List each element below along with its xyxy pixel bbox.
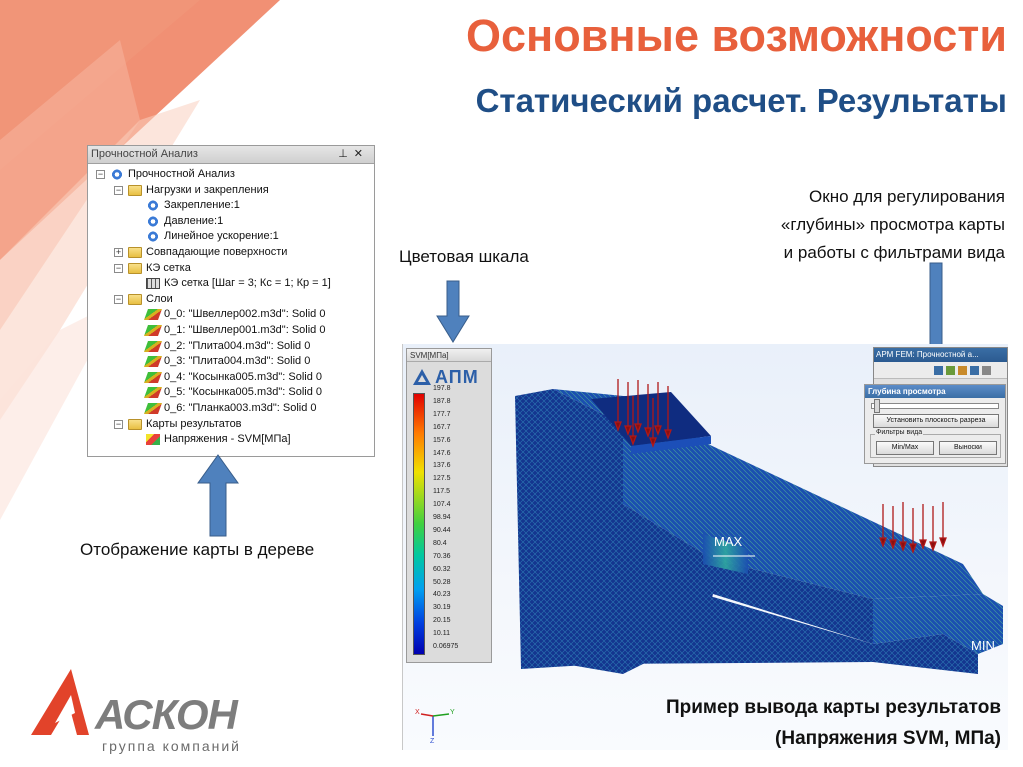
minmax-button[interactable]: Min/Max	[876, 441, 934, 455]
scale-tick-label: 80.4	[433, 539, 447, 547]
tree-item-label: Слои	[146, 292, 173, 305]
color-scale-panel	[406, 348, 492, 663]
scale-tick-label: 167.7	[433, 423, 451, 431]
collapse-icon[interactable]: −	[97, 169, 104, 179]
tree-panel-title: Прочностной Анализ	[91, 148, 198, 160]
scale-tick-label: 137.6	[433, 462, 451, 470]
tree-item[interactable]	[88, 198, 374, 214]
folder-icon	[128, 419, 142, 430]
min-label: MIN	[971, 638, 995, 653]
scale-tick-label: 147.6	[433, 449, 451, 457]
example-caption-line-1: Пример вывода карты результатов	[665, 697, 1001, 718]
tree-item[interactable]	[88, 214, 374, 230]
folder-icon	[128, 185, 142, 196]
tree-item[interactable]	[88, 292, 374, 308]
tree-item-label: КЭ сетка [Шаг = 3; Кс = 1; Кр = 1]	[164, 277, 331, 290]
scale-tick-label: 157.6	[433, 436, 451, 444]
tree-item[interactable]	[88, 183, 374, 199]
tree-item[interactable]	[88, 417, 374, 433]
tree-panel-buttons	[338, 146, 369, 163]
collapse-icon[interactable]: −	[115, 293, 122, 304]
tree-item-label: 0_2: "Плита004.m3d": Solid 0	[164, 339, 311, 352]
ascon-logo-subtitle: группа компаний	[102, 738, 242, 754]
tree-item-label: 0_1: "Швеллер001.m3d": Solid 0	[164, 323, 326, 336]
scale-tick-label: 197.8	[433, 385, 451, 392]
expand-icon[interactable]: +	[115, 246, 122, 257]
ascon-logo-wordmark: АСКОН	[95, 691, 237, 738]
arrow-down-to-scale	[435, 280, 471, 344]
tree-item-label: Совпадающие поверхности	[146, 245, 288, 258]
tree-item-label: Линейное ускорение:1	[164, 230, 279, 243]
tree-item-label: Карты результатов	[146, 417, 242, 430]
folder-icon	[128, 294, 142, 305]
scale-tick-label: 40.23	[433, 591, 451, 599]
scale-tick-label: 60.32	[433, 565, 451, 573]
outliers-button[interactable]: Выноски	[939, 441, 997, 455]
depth-view-window	[868, 347, 1008, 467]
scale-tick-label: 70.36	[433, 552, 451, 560]
tree-item-label: Закрепление:1	[164, 199, 240, 212]
tree-item-label: Нагрузки и закрепления	[146, 183, 269, 196]
pin-icon[interactable]: ⊥	[338, 148, 354, 160]
caption-color-scale: Цветовая шкала	[399, 247, 529, 266]
axis-y-label: Y	[450, 709, 455, 716]
close-icon[interactable]: ✕	[353, 148, 369, 160]
layer-icon	[144, 325, 162, 336]
tree-item[interactable]	[88, 261, 374, 277]
scale-tick-label: 187.8	[433, 397, 451, 405]
tree-item[interactable]	[88, 229, 374, 245]
scale-tick-label: 177.7	[433, 410, 451, 418]
tree-item[interactable]	[88, 370, 374, 386]
arrow-up-to-tree	[196, 453, 240, 538]
scale-tick-label: 107.4	[433, 501, 451, 509]
fixture-icon	[146, 200, 160, 211]
toolbar-icons	[874, 362, 1009, 379]
set-section-plane-button[interactable]: Установить плоскость разреза	[873, 414, 999, 428]
tree-item-label: Давление:1	[164, 214, 224, 227]
folder-icon	[128, 247, 142, 258]
max-label: MAX	[714, 534, 743, 549]
scale-tick-label: 117.5	[433, 488, 450, 496]
tree-panel-header	[88, 146, 374, 164]
scale-tick-label: 90.44	[433, 526, 451, 534]
caption-depth-line-2: «глубины» просмотра карты	[780, 215, 1005, 234]
tree-item[interactable]	[88, 167, 374, 183]
tree-item[interactable]	[88, 276, 374, 292]
layer-icon	[144, 356, 162, 367]
pressure-icon	[146, 216, 160, 227]
tree-item-label: КЭ сетка	[146, 261, 191, 274]
tree-item-label: 0_3: "Плита004.m3d": Solid 0	[164, 355, 311, 368]
scale-tick-label: 98.94	[433, 514, 451, 521]
tree-item-label: 0_6: "Планка003.m3d": Solid 0	[164, 401, 317, 414]
tree-item[interactable]	[88, 432, 374, 448]
depth-slider-thumb[interactable]	[874, 399, 880, 413]
tree-item-label: Напряжения - SVM[МПа]	[164, 433, 291, 446]
layer-icon	[144, 309, 162, 320]
color-scale-title: SVM[МПа]	[407, 349, 491, 362]
page-title: Основные возможности	[465, 10, 1007, 61]
tree-item[interactable]	[88, 354, 374, 370]
strength-analysis-tree-panel	[87, 145, 375, 457]
depth-window-toolbar	[874, 362, 1007, 379]
apm-logo-text: АПМ	[435, 367, 479, 387]
layer-icon	[144, 403, 162, 414]
caption-depth-window	[781, 183, 1005, 267]
color-gradient-bar	[413, 393, 425, 655]
tree-item[interactable]	[88, 385, 374, 401]
example-caption-line-2: (Напряжения SVM, МПа)	[775, 728, 1001, 749]
result-map-icon	[146, 434, 160, 445]
layer-icon	[144, 341, 162, 352]
scale-tick-label: 50.28	[433, 578, 451, 586]
depth-slider[interactable]	[871, 403, 999, 409]
analysis-tree	[88, 164, 374, 448]
collapse-icon[interactable]: −	[115, 184, 122, 195]
collapse-icon[interactable]: −	[115, 418, 122, 429]
tree-item-label: 0_4: "Косынка005.m3d": Solid 0	[164, 370, 323, 383]
view-filters-group	[870, 429, 1001, 458]
mesh-icon	[146, 278, 160, 289]
scale-tick-label: 127.5	[433, 475, 451, 483]
apm-logo-icon	[412, 368, 432, 386]
depth-window-titlebar[interactable]: APM FEM: Прочностной а...	[874, 348, 1007, 362]
axis-z-label: Z	[430, 738, 435, 745]
example-caption	[666, 692, 1001, 754]
depth-panel	[864, 384, 1006, 464]
scale-tick-label: 20.15	[433, 617, 451, 625]
tree-item-label: 0_0: "Швеллер002.m3d": Solid 0	[164, 308, 326, 321]
folder-icon	[128, 263, 142, 274]
caption-depth-line-3: и работы с фильтрами вида	[783, 243, 1005, 262]
tree-item[interactable]	[88, 401, 374, 417]
tree-item[interactable]	[88, 339, 374, 355]
tree-item-label: Прочностной Анализ	[128, 168, 235, 180]
caption-tree-map: Отображение карты в дереве	[80, 540, 315, 559]
scale-tick-label: 0.06975	[433, 643, 459, 650]
collapse-icon[interactable]: −	[115, 262, 122, 273]
tree-item-label: 0_5: "Косынка005.m3d": Solid 0	[164, 386, 323, 399]
layer-icon	[144, 372, 162, 383]
scale-tick-label: 10.11	[433, 630, 450, 638]
tree-item[interactable]	[88, 307, 374, 323]
tree-item[interactable]	[88, 323, 374, 339]
root-icon	[110, 169, 124, 180]
axis-triad	[421, 714, 449, 736]
axis-x-label: X	[415, 709, 420, 716]
tree-item[interactable]	[88, 245, 374, 261]
caption-depth-line-1: Окно для регулирования	[809, 187, 1005, 206]
page-subtitle: Статический расчет. Результаты	[475, 82, 1007, 119]
layer-icon	[144, 387, 162, 398]
acceleration-icon	[146, 231, 160, 242]
view-filters-label: Фильтры вида	[876, 429, 923, 436]
depth-panel-title: Глубина просмотра	[865, 385, 1005, 398]
scale-tick-label: 30.19	[433, 604, 451, 612]
